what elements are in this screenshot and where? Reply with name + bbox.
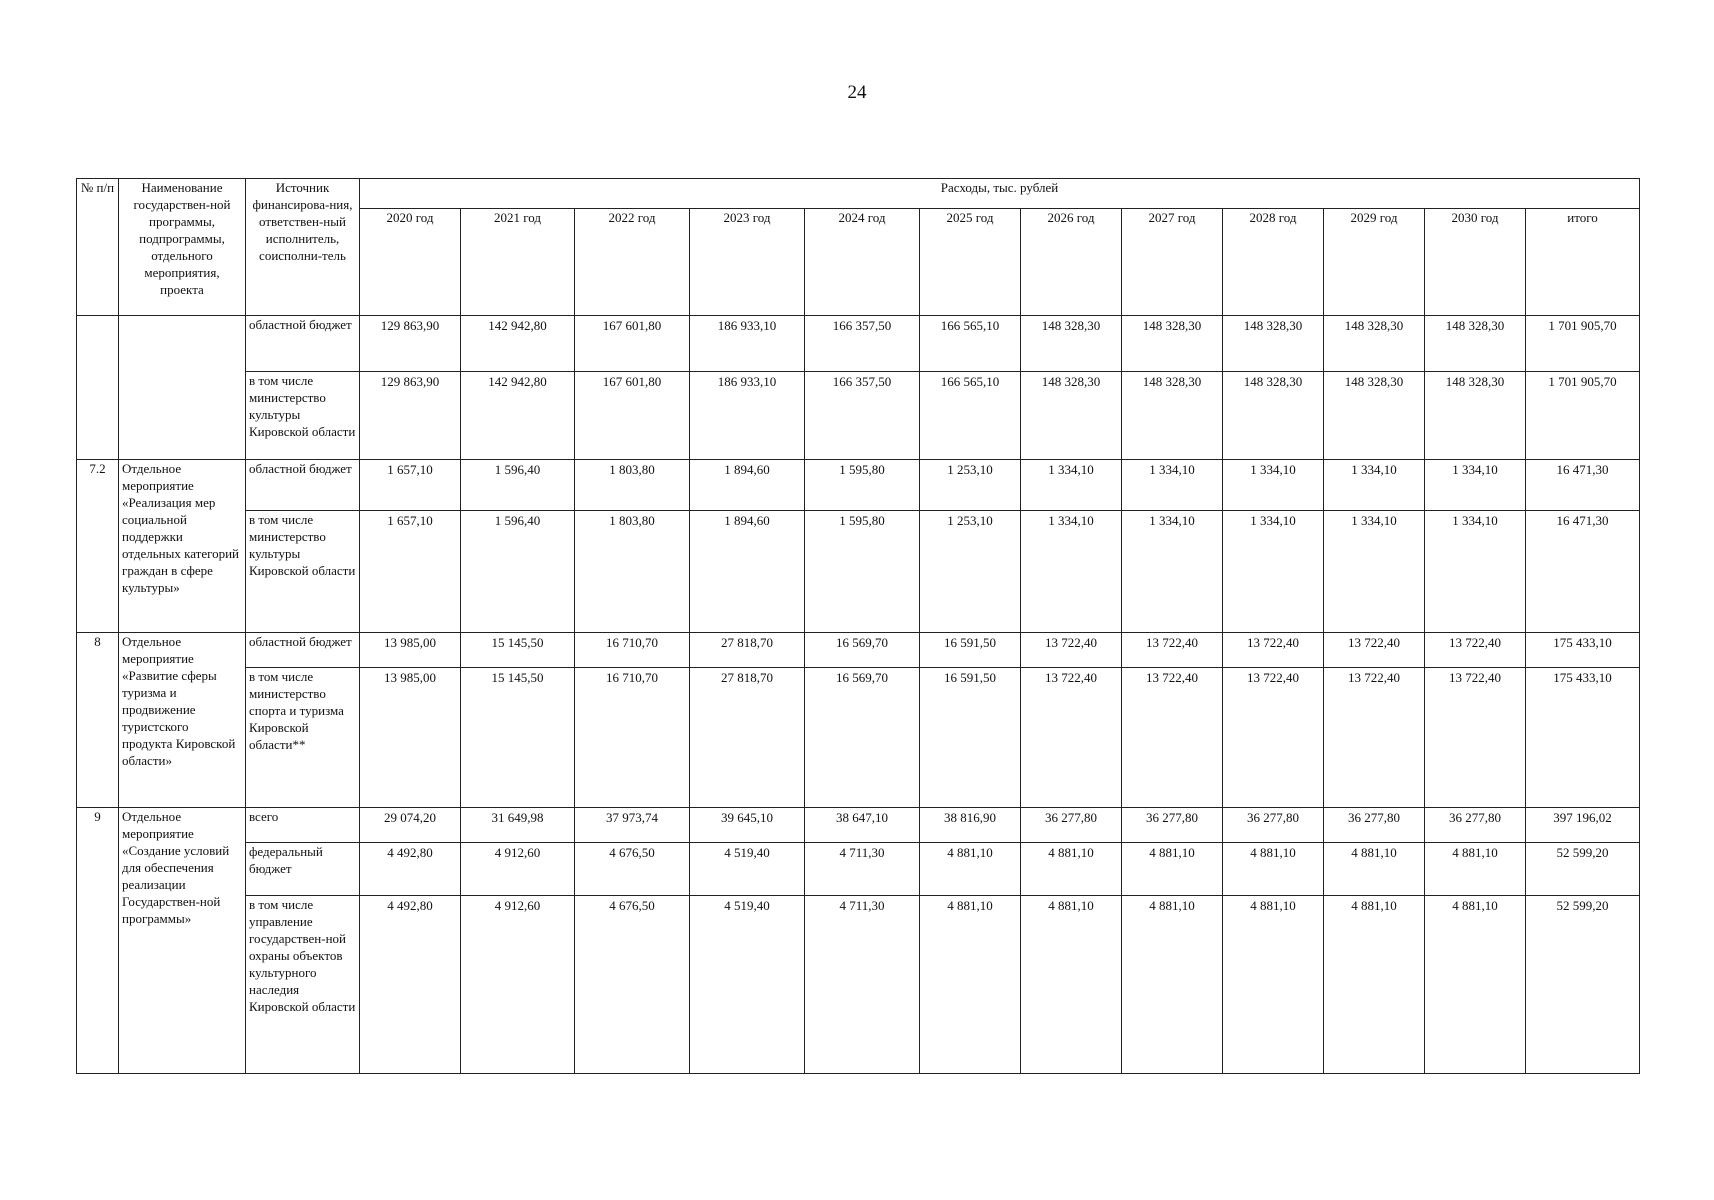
year-value: 148 328,30 bbox=[1223, 372, 1324, 460]
header-no: № п/п bbox=[77, 179, 119, 316]
table-row bbox=[77, 843, 1640, 896]
header-year: 2021 год bbox=[461, 209, 575, 316]
year-value: 13 722,40 bbox=[1122, 668, 1223, 808]
year-value: 148 328,30 bbox=[1425, 316, 1526, 372]
header-source: Источник финансирова-ния, ответствен-ный исполнитель, соисполни-тель bbox=[246, 179, 360, 316]
year-value: 4 881,10 bbox=[1223, 843, 1324, 896]
funding-source: в том числе министерство культуры Кировской области bbox=[246, 511, 360, 633]
year-value: 13 722,40 bbox=[1324, 668, 1425, 808]
year-value: 167 601,80 bbox=[575, 372, 690, 460]
year-value: 166 357,50 bbox=[805, 316, 920, 372]
table-row bbox=[77, 808, 1640, 843]
year-value: 4 881,10 bbox=[1425, 896, 1526, 1074]
year-value: 1 803,80 bbox=[575, 511, 690, 633]
year-value: 142 942,80 bbox=[461, 372, 575, 460]
year-value: 1 894,60 bbox=[690, 511, 805, 633]
year-value: 27 818,70 bbox=[690, 668, 805, 808]
year-value: 13 722,40 bbox=[1425, 668, 1526, 808]
year-value: 4 881,10 bbox=[920, 843, 1021, 896]
year-value: 166 565,10 bbox=[920, 372, 1021, 460]
total-value: 16 471,30 bbox=[1526, 511, 1640, 633]
header-year: 2026 год bbox=[1021, 209, 1122, 316]
year-value: 142 942,80 bbox=[461, 316, 575, 372]
year-value: 1 334,10 bbox=[1425, 511, 1526, 633]
year-value: 4 881,10 bbox=[1425, 843, 1526, 896]
year-value: 1 657,10 bbox=[360, 460, 461, 511]
year-value: 4 492,80 bbox=[360, 896, 461, 1074]
header-year: 2028 год bbox=[1223, 209, 1324, 316]
year-value: 29 074,20 bbox=[360, 808, 461, 843]
year-value: 148 328,30 bbox=[1324, 372, 1425, 460]
table-row bbox=[77, 372, 1640, 460]
total-value: 1 701 905,70 bbox=[1526, 316, 1640, 372]
row-number: 9 bbox=[77, 808, 119, 1074]
table-row bbox=[77, 633, 1640, 668]
year-value: 13 722,40 bbox=[1425, 633, 1526, 668]
funding-source: в том числе министерство культуры Кировской области bbox=[246, 372, 360, 460]
year-value: 16 591,50 bbox=[920, 633, 1021, 668]
year-value: 148 328,30 bbox=[1021, 316, 1122, 372]
funding-source: федеральный бюджет bbox=[246, 843, 360, 896]
header-year: 2020 год bbox=[360, 209, 461, 316]
year-value: 4 881,10 bbox=[920, 896, 1021, 1074]
total-value: 52 599,20 bbox=[1526, 896, 1640, 1074]
year-value: 36 277,80 bbox=[1425, 808, 1526, 843]
year-value: 16 710,70 bbox=[575, 668, 690, 808]
year-value: 38 816,90 bbox=[920, 808, 1021, 843]
year-value: 13 722,40 bbox=[1021, 633, 1122, 668]
year-value: 186 933,10 bbox=[690, 372, 805, 460]
year-value: 13 722,40 bbox=[1021, 668, 1122, 808]
year-value: 1 657,10 bbox=[360, 511, 461, 633]
year-value: 1 334,10 bbox=[1425, 460, 1526, 511]
funding-source: областной бюджет bbox=[246, 460, 360, 511]
year-value: 37 973,74 bbox=[575, 808, 690, 843]
row-number: 8 bbox=[77, 633, 119, 808]
header-year: 2024 год bbox=[805, 209, 920, 316]
header-name: Наименование государствен-ной программы, подпрограммы, отдельного мероприятия, проекта bbox=[119, 179, 246, 316]
year-value: 129 863,90 bbox=[360, 316, 461, 372]
table-row bbox=[77, 668, 1640, 808]
header-year: 2025 год bbox=[920, 209, 1021, 316]
year-value: 1 803,80 bbox=[575, 460, 690, 511]
year-value: 129 863,90 bbox=[360, 372, 461, 460]
year-value: 13 722,40 bbox=[1223, 668, 1324, 808]
total-value: 1 701 905,70 bbox=[1526, 372, 1640, 460]
year-value: 15 145,50 bbox=[461, 668, 575, 808]
header-total: итого bbox=[1526, 209, 1640, 316]
year-value: 4 711,30 bbox=[805, 896, 920, 1074]
year-value: 167 601,80 bbox=[575, 316, 690, 372]
header-year: 2029 год bbox=[1324, 209, 1425, 316]
year-value: 4 676,50 bbox=[575, 896, 690, 1074]
page-number: 24 bbox=[847, 82, 867, 103]
table-row bbox=[77, 896, 1640, 1074]
year-value: 148 328,30 bbox=[1324, 316, 1425, 372]
year-value: 1 334,10 bbox=[1021, 511, 1122, 633]
year-value: 13 722,40 bbox=[1324, 633, 1425, 668]
year-value: 1 595,80 bbox=[805, 460, 920, 511]
total-value: 175 433,10 bbox=[1526, 668, 1640, 808]
year-value: 36 277,80 bbox=[1324, 808, 1425, 843]
year-value: 36 277,80 bbox=[1122, 808, 1223, 843]
year-value: 4 492,80 bbox=[360, 843, 461, 896]
table-row bbox=[77, 511, 1640, 633]
funding-source: всего bbox=[246, 808, 360, 843]
row-number bbox=[77, 316, 119, 460]
row-number: 7.2 bbox=[77, 460, 119, 633]
year-value: 4 676,50 bbox=[575, 843, 690, 896]
funding-source: в том числе управление государствен-ной охраны объектов культурного наследия Кировской области bbox=[246, 896, 360, 1074]
header-year: 2023 год bbox=[690, 209, 805, 316]
funding-source: областной бюджет bbox=[246, 316, 360, 372]
year-value: 1 334,10 bbox=[1324, 511, 1425, 633]
year-value: 38 647,10 bbox=[805, 808, 920, 843]
year-value: 1 334,10 bbox=[1223, 460, 1324, 511]
year-value: 4 519,40 bbox=[690, 896, 805, 1074]
total-value: 397 196,02 bbox=[1526, 808, 1640, 843]
year-value: 1 596,40 bbox=[461, 460, 575, 511]
year-value: 1 253,10 bbox=[920, 511, 1021, 633]
year-value: 4 881,10 bbox=[1223, 896, 1324, 1074]
year-value: 31 649,98 bbox=[461, 808, 575, 843]
header-year: 2027 год bbox=[1122, 209, 1223, 316]
header-year: 2022 год bbox=[575, 209, 690, 316]
year-value: 186 933,10 bbox=[690, 316, 805, 372]
table-row bbox=[77, 316, 1640, 372]
header-row bbox=[77, 179, 1640, 209]
year-value: 36 277,80 bbox=[1223, 808, 1324, 843]
year-value: 4 881,10 bbox=[1324, 896, 1425, 1074]
table-row bbox=[77, 460, 1640, 511]
header-expenses: Расходы, тыс. рублей bbox=[360, 179, 1640, 209]
year-value: 148 328,30 bbox=[1122, 372, 1223, 460]
program-name bbox=[119, 316, 246, 460]
year-value: 148 328,30 bbox=[1021, 372, 1122, 460]
header-year: 2030 год bbox=[1425, 209, 1526, 316]
year-value: 16 710,70 bbox=[575, 633, 690, 668]
year-value: 27 818,70 bbox=[690, 633, 805, 668]
year-value: 148 328,30 bbox=[1122, 316, 1223, 372]
year-value: 148 328,30 bbox=[1425, 372, 1526, 460]
year-value: 4 881,10 bbox=[1021, 896, 1122, 1074]
year-value: 13 722,40 bbox=[1122, 633, 1223, 668]
year-value: 4 912,60 bbox=[461, 896, 575, 1074]
year-value: 148 328,30 bbox=[1223, 316, 1324, 372]
program-name: Отдельное мероприятие «Реализация мер социальной поддержки отдельных категорий граждан в сфере культуры» bbox=[119, 460, 246, 633]
funding-source: в том числе министерство спорта и туризма Кировской области** bbox=[246, 668, 360, 808]
total-value: 16 471,30 bbox=[1526, 460, 1640, 511]
year-value: 1 596,40 bbox=[461, 511, 575, 633]
year-value: 36 277,80 bbox=[1021, 808, 1122, 843]
year-value: 1 894,60 bbox=[690, 460, 805, 511]
year-value: 1 334,10 bbox=[1223, 511, 1324, 633]
year-value: 1 334,10 bbox=[1324, 460, 1425, 511]
year-value: 4 912,60 bbox=[461, 843, 575, 896]
year-value: 4 881,10 bbox=[1122, 843, 1223, 896]
year-value: 1 334,10 bbox=[1122, 460, 1223, 511]
year-value: 13 985,00 bbox=[360, 633, 461, 668]
year-value: 4 881,10 bbox=[1122, 896, 1223, 1074]
year-value: 4 711,30 bbox=[805, 843, 920, 896]
year-value: 1 334,10 bbox=[1122, 511, 1223, 633]
program-name: Отдельное мероприятие «Создание условий для обеспечения реализации Государствен-ной программы» bbox=[119, 808, 246, 1074]
year-value: 166 357,50 bbox=[805, 372, 920, 460]
year-value: 13 985,00 bbox=[360, 668, 461, 808]
year-value: 13 722,40 bbox=[1223, 633, 1324, 668]
year-value: 16 569,70 bbox=[805, 668, 920, 808]
year-value: 4 881,10 bbox=[1324, 843, 1425, 896]
total-value: 52 599,20 bbox=[1526, 843, 1640, 896]
total-value: 175 433,10 bbox=[1526, 633, 1640, 668]
year-value: 4 881,10 bbox=[1021, 843, 1122, 896]
year-value: 1 334,10 bbox=[1021, 460, 1122, 511]
year-value: 16 569,70 bbox=[805, 633, 920, 668]
year-value: 166 565,10 bbox=[920, 316, 1021, 372]
year-value: 1 595,80 bbox=[805, 511, 920, 633]
year-value: 39 645,10 bbox=[690, 808, 805, 843]
year-value: 15 145,50 bbox=[461, 633, 575, 668]
year-value: 16 591,50 bbox=[920, 668, 1021, 808]
budget-table bbox=[76, 178, 1640, 1074]
funding-source: областной бюджет bbox=[246, 633, 360, 668]
program-name: Отдельное мероприятие «Развитие сферы туризма и продвижение туристского продукта Кировской области» bbox=[119, 633, 246, 808]
year-value: 1 253,10 bbox=[920, 460, 1021, 511]
year-value: 4 519,40 bbox=[690, 843, 805, 896]
